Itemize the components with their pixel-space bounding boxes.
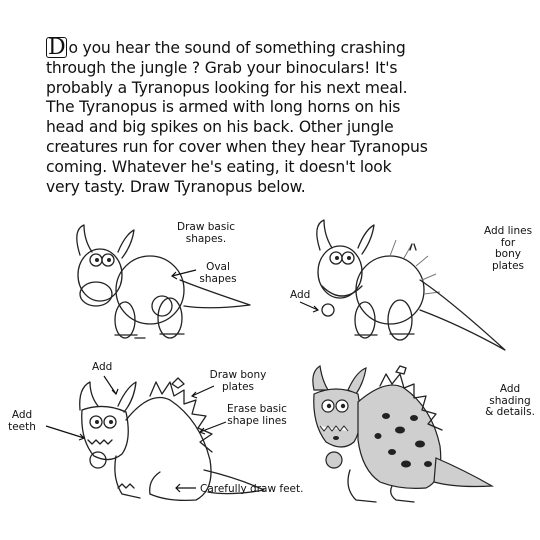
feet-arrow bbox=[176, 484, 196, 492]
step-3-note-feet: Carefully draw feet. bbox=[200, 483, 304, 495]
step-4-panel bbox=[296, 360, 540, 520]
step-1-panel bbox=[0, 210, 270, 360]
intro-line-4: The Tyranopus is armed with long horns on his bbox=[46, 98, 401, 117]
step-4-note-shading: Add shading & details. bbox=[485, 383, 535, 418]
intro-line-1-text: o you hear the sound of something crashing bbox=[68, 39, 406, 57]
drop-cap: D bbox=[48, 35, 66, 60]
tyranopus-bony-plates-guides bbox=[317, 220, 505, 350]
intro-line-7: coming. Whatever he's eating, it doesn't look bbox=[46, 157, 392, 176]
teeth-arrow bbox=[46, 426, 84, 440]
oval-arrow bbox=[172, 270, 196, 279]
intro-line-2: through the jungle ? Grab your binoculars! It's bbox=[46, 58, 398, 77]
intro-line-8: very tasty. Draw Tyranopus below. bbox=[46, 177, 306, 196]
intro-line-1 bbox=[46, 36, 516, 59]
step-3-note-erase-lines: Erase basic shape lines bbox=[227, 403, 287, 427]
intro-line-3: probably a Tyranopus looking for his next meal. bbox=[46, 78, 408, 97]
step-1-note-oval-shapes: Oval shapes bbox=[199, 261, 237, 285]
step-2-note-bony-plates: Add lines for bony plates bbox=[483, 225, 533, 272]
add-arrow bbox=[300, 302, 318, 312]
step-3-note-draw-bony-plates: Draw bony plates bbox=[209, 369, 267, 393]
intro-line-5: head and big spikes on his back. Other jungle bbox=[46, 118, 394, 137]
step-3-note-add: Add bbox=[92, 361, 113, 373]
tyranopus-finished bbox=[313, 366, 492, 502]
step-3-panel bbox=[0, 360, 304, 520]
step-2-note-add: Add bbox=[290, 289, 311, 301]
step-2-panel bbox=[270, 210, 540, 360]
step-3-note-add-teeth: Add teeth bbox=[8, 409, 36, 433]
intro-line-6: creatures run for cover when they hear Tyranopus bbox=[46, 137, 428, 156]
intro-paragraph bbox=[46, 36, 516, 197]
horn-arrow bbox=[104, 376, 118, 394]
step-1-note-basic-shapes: Draw basic shapes. bbox=[176, 221, 236, 245]
